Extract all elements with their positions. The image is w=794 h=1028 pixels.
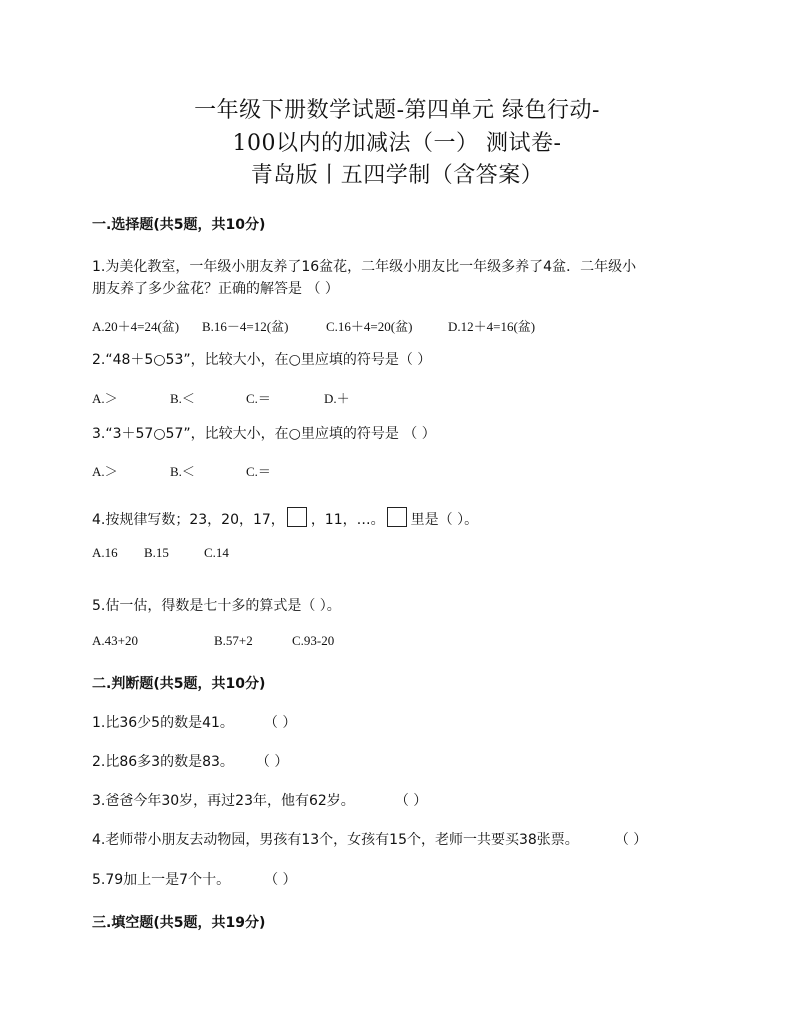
judge-item-text: 4.老师带小朋友去动物园，男孩有13个，女孩有15个，老师一共要买38张票。 [92, 832, 579, 848]
question-1-options [92, 316, 535, 335]
option-b[interactable]: B.15 [144, 545, 169, 560]
judge-item-text: 5.79加上一是7个十。 [92, 872, 231, 888]
question-3: 3.“3＋57○57”，比较大小，在○里应填的符号是 （ ） [92, 426, 436, 442]
judge-item-text: 1.比36少5的数是41。 [92, 715, 234, 731]
answer-paren[interactable]: （ ） [614, 832, 648, 848]
question-4 [92, 507, 702, 531]
question-4-part-2: ，11，…。 [310, 512, 385, 528]
answer-paren[interactable]: （ ） [255, 754, 289, 770]
answer-paren[interactable]: （ ） [263, 715, 297, 731]
section-fill-heading: 三.填空题(共5题，共19分) [92, 915, 266, 931]
section-choice-heading: 一.选择题(共5题，共10分) [92, 217, 266, 233]
question-5: 5.估一估，得数是七十多的算式是（ ）。 [92, 598, 341, 614]
option-a[interactable]: A.20＋4=24(盆) [92, 319, 180, 334]
question-4-part-3: 里是（ ）。 [410, 512, 479, 528]
blank-box[interactable] [387, 507, 407, 527]
section-judge-heading: 二.判断题(共5题，共10分) [92, 676, 266, 692]
option-d[interactable]: D.12＋4=16(盆) [448, 319, 536, 334]
judge-item-text: 3.爸爸今年30岁，再过23年，他有62岁。 [92, 793, 355, 809]
question-2: 2.“48＋5○53”，比较大小，在○里应填的符号是（ ） [92, 352, 432, 368]
judge-item-3 [92, 790, 702, 812]
option-b[interactable]: B.＜ [170, 464, 195, 479]
option-a[interactable]: A.＞ [92, 464, 118, 479]
option-c[interactable]: C.＝ [246, 464, 271, 479]
question-3-options [92, 461, 271, 480]
option-b[interactable]: B.＜ [170, 391, 195, 406]
judge-item-5 [92, 869, 702, 891]
option-c[interactable]: C.＝ [246, 391, 271, 406]
option-a[interactable]: A.16 [92, 545, 118, 560]
question-4-options [92, 545, 229, 561]
title-line-3: 青岛版丨五四学制（含答案） [250, 163, 544, 188]
option-c[interactable]: C.93-20 [292, 633, 335, 648]
blank-box[interactable] [287, 507, 307, 527]
option-c[interactable]: C.14 [204, 545, 229, 560]
judge-item-4 [92, 829, 702, 851]
judge-item-1 [92, 712, 702, 734]
judge-item-2 [92, 751, 702, 773]
question-1-line-1: 1.为美化教室，一年级小朋友养了16盆花，二年级小朋友比一年级多养了4盆．二年级小 [92, 259, 637, 275]
answer-paren[interactable]: （ ） [394, 793, 428, 809]
title-line-2: 100以内的加减法（一） 测试卷- [232, 131, 562, 156]
option-a[interactable]: A.＞ [92, 391, 118, 406]
option-b[interactable]: B.57+2 [214, 633, 253, 648]
option-d[interactable]: D.＋ [324, 391, 350, 406]
question-2-options [92, 388, 350, 407]
answer-paren[interactable]: （ ） [264, 872, 297, 888]
question-1-line-2: 朋友养了多少盆花？正确的解答是 （ ） [92, 281, 339, 297]
question-5-options [92, 633, 334, 649]
option-a[interactable]: A.43+20 [92, 633, 138, 648]
question-4-part-1: 4.按规律写数；23，20，17， [92, 512, 285, 528]
option-c[interactable]: C.16＋4=20(盆) [326, 319, 413, 334]
judge-item-text: 2.比86多3的数是83。 [92, 754, 234, 770]
title-line-1: 一年级下册数学试题-第四单元 绿色行动- [194, 98, 600, 123]
option-b[interactable]: B.16－4=12(盆) [202, 319, 289, 334]
